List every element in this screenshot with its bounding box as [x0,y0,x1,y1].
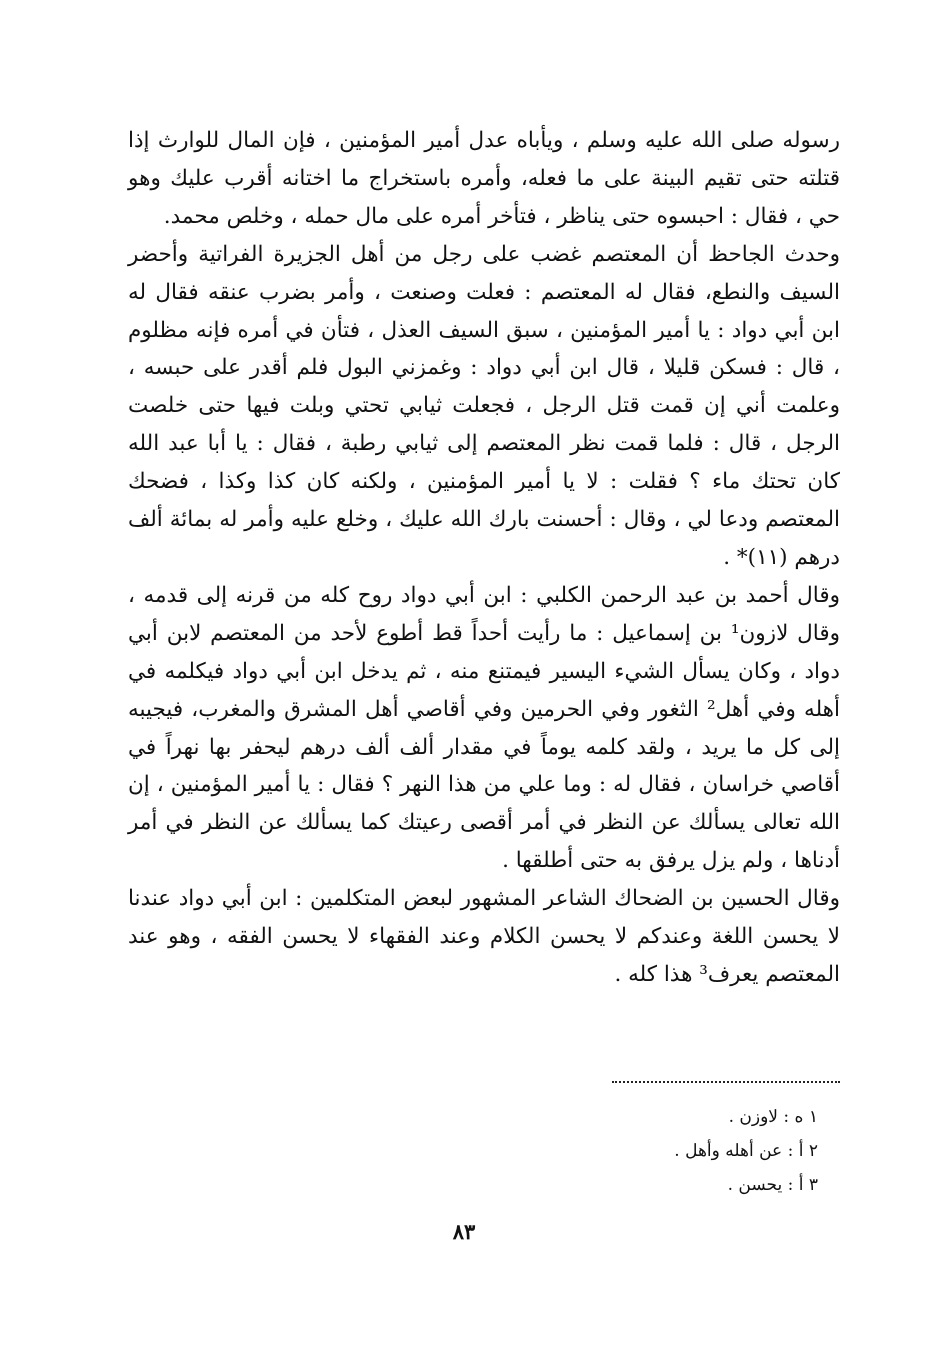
paragraph-4: وقال الحسين بن الضحاك الشاعر المشهور لبعض المتكلمين : ابن أبي دواد عندنا لا يحسن اللغة وعندكم لا يحسن الكلام وعند الفقهاء لا يحسن الفقه ، وهو عند المعتصم يعرف³ هذا كله . [128,886,840,987]
paragraph-3: وقال أحمد بن عبد الرحمن الكلبي : ابن أبي دواد روح كله من قرنه إلى قدمه ، وقال لازون¹ بن إسماعيل : ما رأيت أحداً قط أطوع لأحد من المعتصم لابن أبي دواد ، وكان يسأل الشيء اليسير فيمتنع منه ، ثم يدخل ابن أبي دواد فيكلمه في أهله وفي أهل² الثغور وفي الحرمين وفي أقاصي أهل المشرق والمغرب، فيجيبه إلى كل ما يريد ، ولقد كلمه يوماً في مقدار ألف ألف درهم ليحفر بها نهراً في أقاصي خراسان ، فقال له : وما علي من هذا النهر ؟ فقال : يا أمير المؤمنين ، إن الله تعالى يسألك عن النظر في أمر أقصى رعيتك كما يسألك عن النظر في أمر أدناها ، ولم يزل يرفق به حتى أطلقها . [128,582,841,874]
footnote-divider [612,1081,840,1083]
footnote-2: ٢ أ : عن أهله وأهل . [674,1141,818,1161]
footnote-3: ٣ أ : يحسن . [727,1175,818,1195]
page-number: ٨٣ [452,1219,476,1244]
main-text [128,122,840,994]
footnotes [500,1100,818,1202]
paragraph-1: رسوله صلى الله عليه وسلم ، ويأباه عدل أمير المؤمنين ، فإن المال للوارث إذا قتلته حتى تقيم البينة على ما فعله، وأمره باستخراج ما اختانه أقرب عليك وهو حي ، فقال : احبسوه حتى يناظر ، فتأخر أمره على مال حمله ، وخلص محمد. [128,128,840,229]
paragraph-2: وحدث الجاحظ أن المعتصم غضب على رجل من أهل الجزيرة الفراتية وأحضر السيف والنطع، فقال له المعتصم : فعلت وصنعت ، وأمر بضرب عنقه فقال له ابن أبي دواد : يا أمير المؤمنين ، سبق السيف العذل ، فتأن في أمره فإنه مظلوم ، قال : فسكن قليلا ، قال ابن أبي دواد : وغمزني البول فلم أقدر على حبسه ، وعلمت أني إن قمت قتل الرجل ، فجعلت ثيابي تحتي وبلت فيها حتى خلصت الرجل ، قال : فلما قمت نظر المعتصم إلى ثيابي رطبة ، فقال : يا أبا عبد الله كان تحتك ماء ؟ فقلت : لا يا أمير المؤمنين ، ولكنه كان كذا وكذا ، فضحك المعتصم ودعا لي ، وقال : أحسنت بارك الله عليك ، وخلع عليه وأمر له بمائة ألف درهم (١١)* . [128,241,840,570]
footnote-1: ١ ه : لاوزن . [728,1107,818,1127]
